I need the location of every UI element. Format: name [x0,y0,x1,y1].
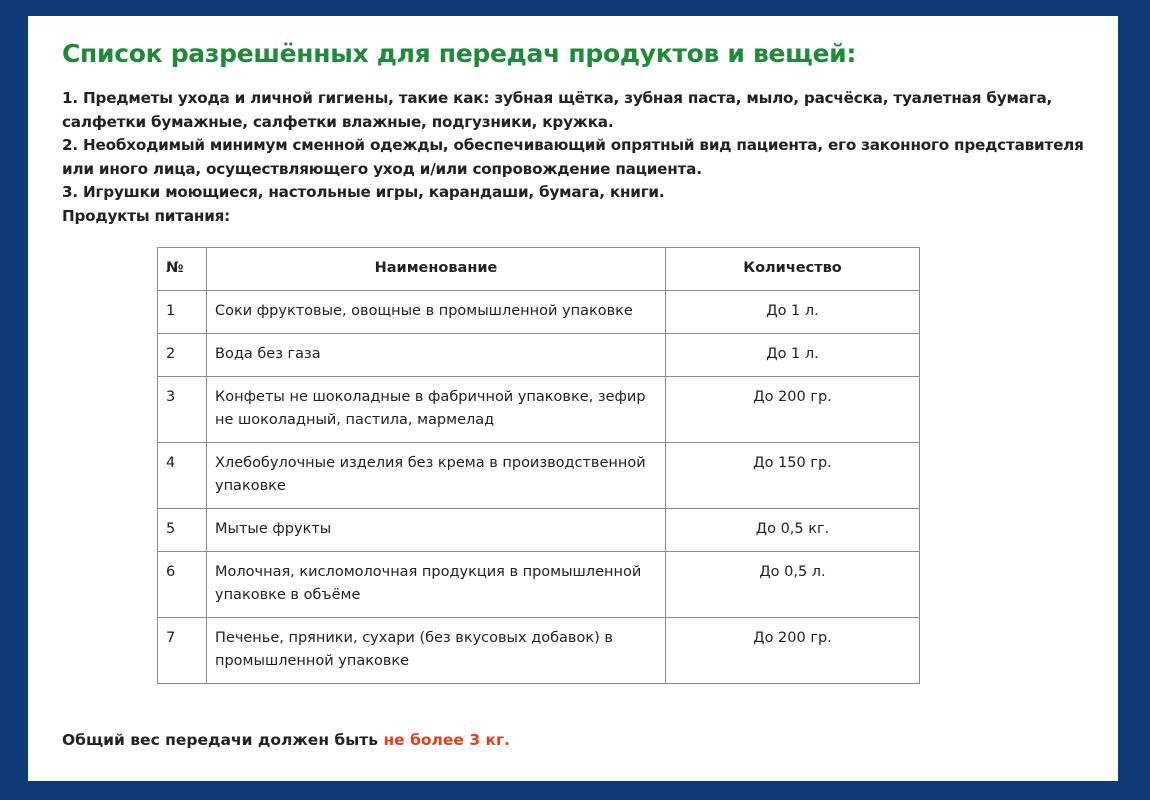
row-quantity: До 1 л. [666,291,920,334]
row-quantity: До 150 гр. [666,443,920,509]
food-section-heading: Продукты питания: [62,206,231,225]
row-product-name: Мытые фрукты [207,509,666,552]
row-number: 4 [158,443,207,509]
row-product-name: Молочная, кисломолочная продукция в промышленной упаковке в объёме [207,552,666,618]
row-number: 7 [158,618,207,684]
row-number: 2 [158,334,207,377]
row-number: 1 [158,291,207,334]
row-quantity: До 0,5 кг. [666,509,920,552]
column-header-name: Наименование [207,248,666,291]
row-product-name: Конфеты не шоколадные в фабричной упаковке, зефир не шоколадный, пастила, мармелад [207,377,666,443]
rule-item-clothing: 2. Необходимый минимум сменной одежды, обеспечивающий опрятный вид пациента, его законного представителя или иного лица, осуществляющего уход и/или сопровождение пациента. [62,136,1084,178]
rule-item-hygiene: 1. Предметы ухода и личной гигиены, такие как: зубная щётка, зубная паста, мыло, расчёска, туалетная бумага, салфетки бумажные, салфетки влажные, подгузники, кружка. [62,89,1053,131]
table-row [158,618,920,684]
table-row [158,552,920,618]
products-table [157,247,920,684]
row-quantity: До 200 гр. [666,377,920,443]
weight-limit-highlight: не более 3 кг. [383,731,511,749]
table-row [158,377,920,443]
row-quantity: До 200 гр. [666,618,920,684]
page-title: Список разрешённых для передач продуктов и вещей: [62,39,857,68]
row-product-name: Соки фруктовые, овощные в промышленной упаковке [207,291,666,334]
table-row [158,334,920,377]
table-row [158,291,920,334]
table-row [158,509,920,552]
weight-limit-text: Общий вес передачи должен быть [62,731,384,749]
table-row [158,443,920,509]
row-number: 5 [158,509,207,552]
rule-item-toys: 3. Игрушки моющиеся, настольные игры, карандаши, бумага, книги. [62,183,665,201]
weight-limit-note [62,729,510,751]
table-header-row [158,248,920,291]
column-header-quantity: Количество [666,248,920,291]
rules-list [62,87,1112,228]
row-product-name: Печенье, пряники, сухари (без вкусовых добавок) в промышленной упаковке [207,618,666,684]
row-quantity: До 0,5 л. [666,552,920,618]
row-number: 6 [158,552,207,618]
document-sheet [28,16,1118,781]
row-number: 3 [158,377,207,443]
row-quantity: До 1 л. [666,334,920,377]
column-header-number: № [158,248,207,291]
row-product-name: Вода без газа [207,334,666,377]
row-product-name: Хлебобулочные изделия без крема в производственной упаковке [207,443,666,509]
